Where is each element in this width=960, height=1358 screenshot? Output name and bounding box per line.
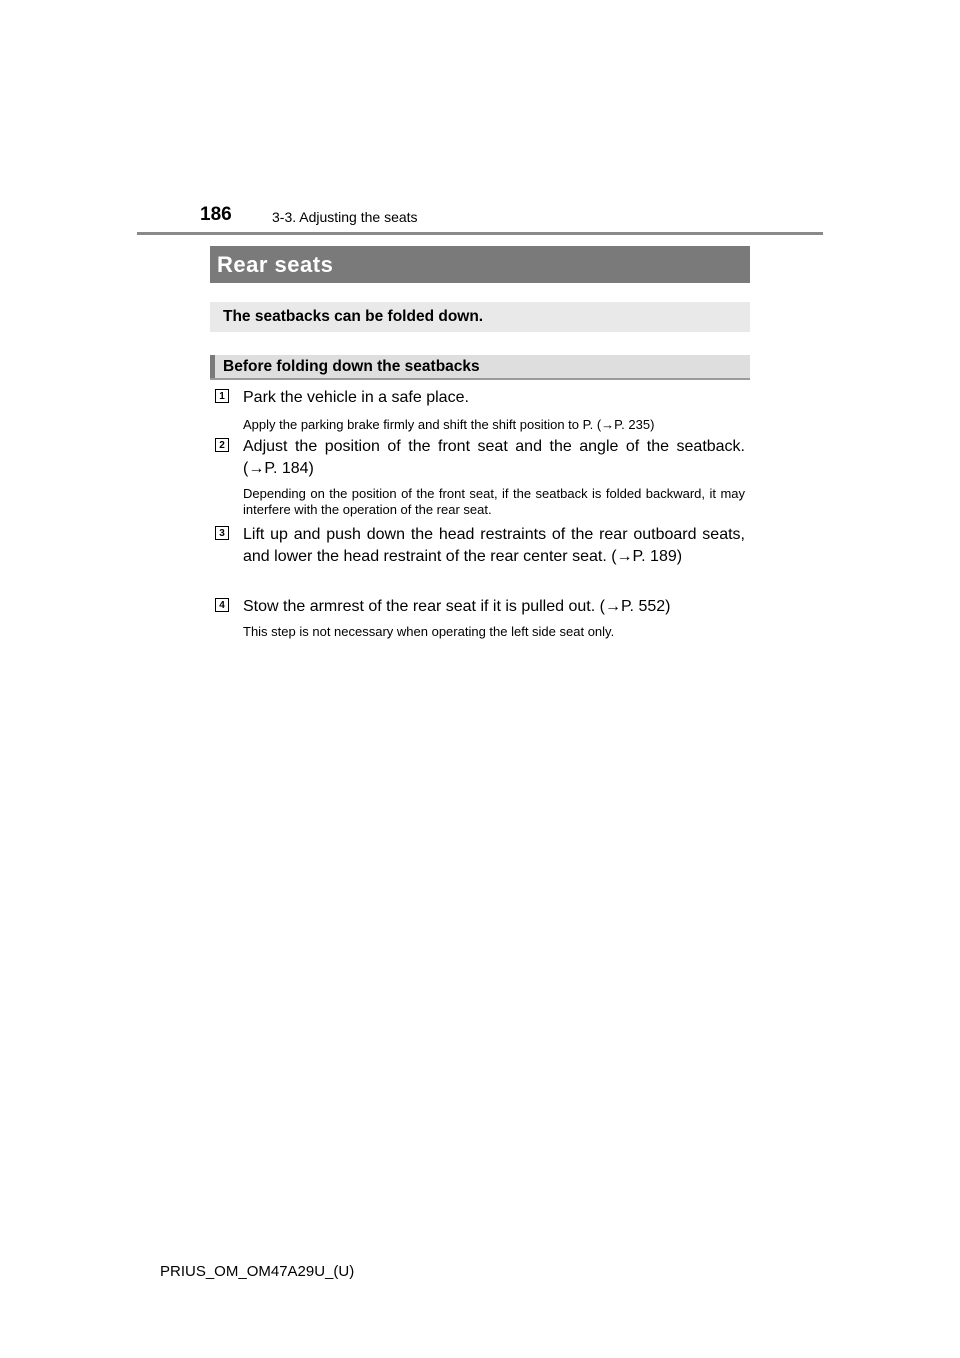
step-number-4: 4 bbox=[215, 598, 229, 612]
step-number-2: 2 bbox=[215, 438, 229, 452]
step-4-note: This step is not necessary when operating the left side seat only. bbox=[243, 624, 615, 639]
intro-text: The seatbacks can be folded down. bbox=[210, 302, 750, 332]
step-1-note: Apply the parking brake firmly and shift the shift position to P. (→P. 235) bbox=[243, 417, 655, 432]
step-2-text: Adjust the position of the front seat and the angle of the seatback. (→P. 184) bbox=[243, 438, 745, 477]
step-number-3: 3 bbox=[215, 526, 229, 540]
step-3-text: Lift up and push down the head restraints of the rear outboard seats, and lower the head restraint of the rear center seat. (→P. 189) bbox=[243, 526, 745, 565]
section-reference: 3-3. Adjusting the seats bbox=[272, 209, 418, 225]
footer-code: PRIUS_OM_OM47A29U_(U) bbox=[160, 1263, 355, 1280]
page-number: 186 bbox=[200, 204, 232, 225]
step-2-note: Depending on the position of the front seat, if the seatback is folded backward, it may interfere with the operation of the rear seat. bbox=[243, 486, 745, 517]
step-number-1: 1 bbox=[215, 389, 229, 403]
subsection-heading: Before folding down the seatbacks bbox=[210, 355, 750, 380]
step-4-text: Stow the armrest of the rear seat if it is pulled out. (→P. 552) bbox=[243, 598, 671, 615]
step-1-text: Park the vehicle in a safe place. bbox=[243, 389, 469, 406]
header-rule bbox=[137, 232, 823, 235]
page-title: Rear seats bbox=[210, 246, 750, 283]
